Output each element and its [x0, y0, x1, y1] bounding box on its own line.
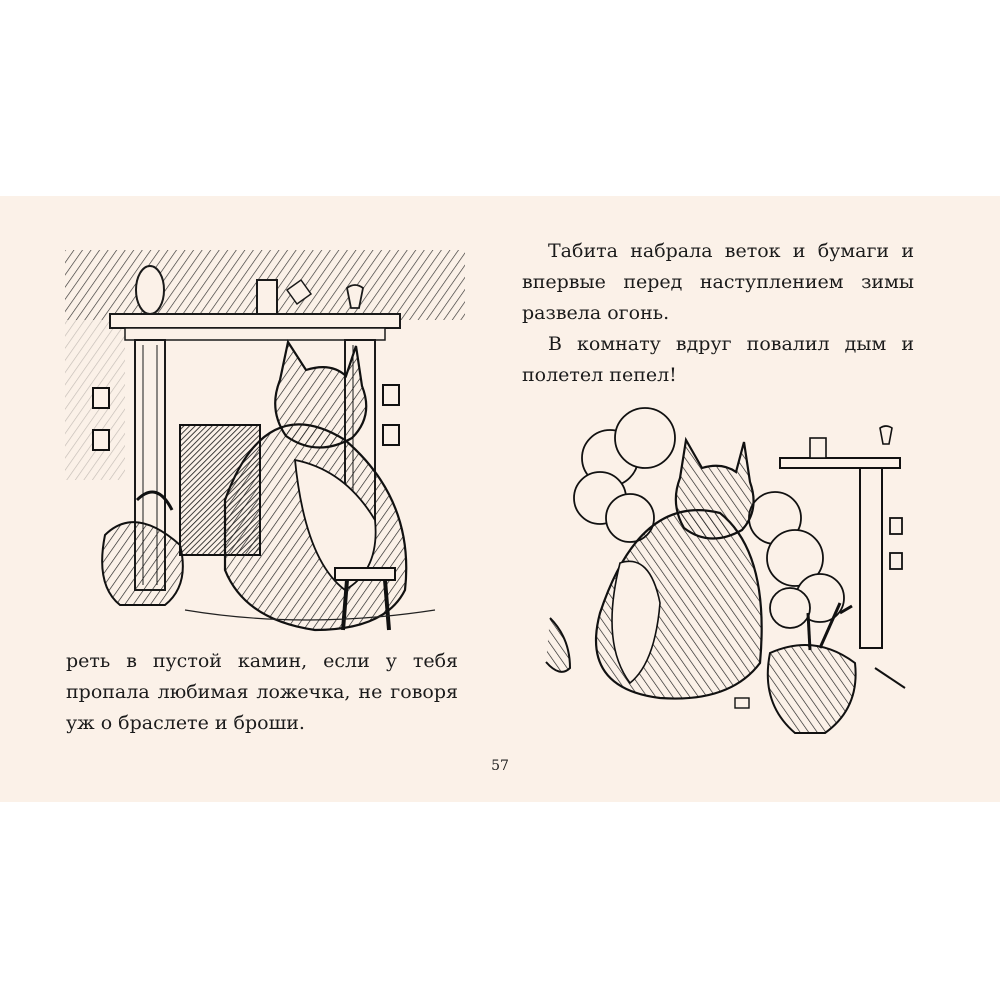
paragraph: Табита набрала веток и бумаги и впервые перед наступлением зимы развела огонь. — [522, 240, 914, 324]
paragraph: В комнату вдруг повалил дым и полетел пепел! — [522, 333, 914, 386]
right-page-text — [522, 236, 914, 391]
left-page-text — [66, 646, 458, 739]
page-number: 57 — [491, 758, 509, 774]
paragraph: реть в пустой камин, если у тебя пропала любимая ложечка, не говоря уж о браслете и броши. — [66, 650, 458, 734]
illustration-cat-in-smoke — [540, 398, 925, 743]
illustration-cat-at-fireplace — [65, 250, 465, 645]
